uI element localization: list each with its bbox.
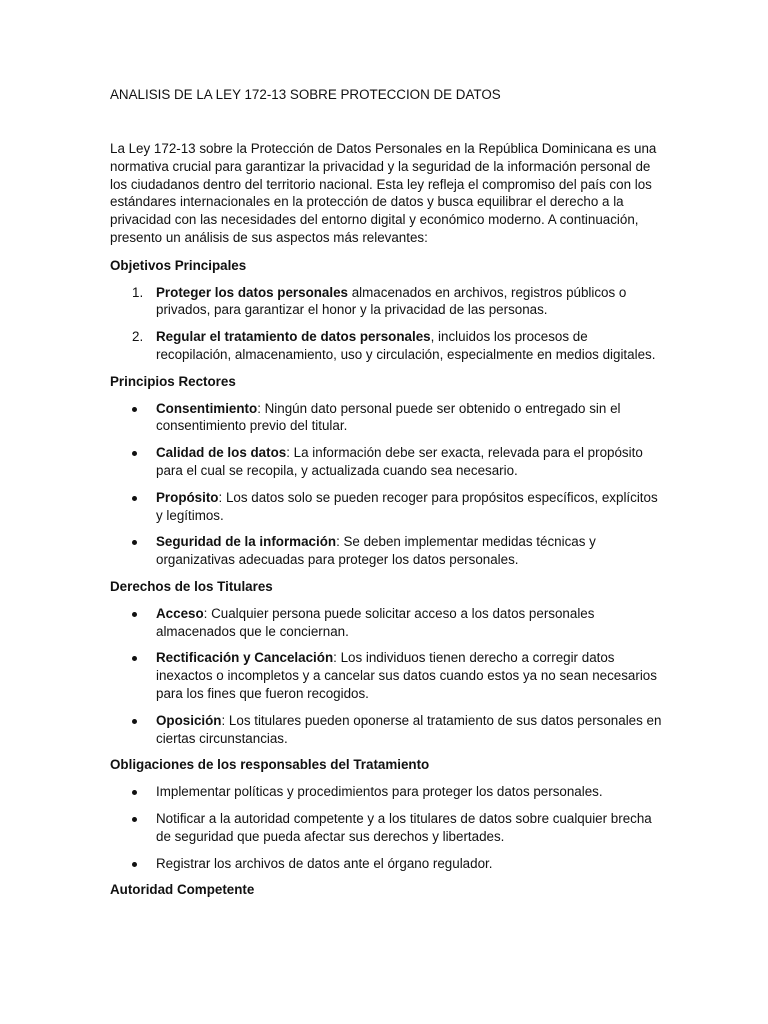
list-item [110,855,662,873]
item-text: : Los individuos tienen derecho a corregir datos inexactos o incompletos y a cancelar sus datos cuando estos ya no sean necesarios para los fines que fueron recogidos. [156,650,657,701]
item-text: , incluidos los procesos de recopilación, almacenamiento, uso y circulación, especialmente en medios digitales. [156,329,656,362]
list-number: 1. [132,284,144,300]
bullet-icon [132,817,137,822]
section-objetivos [110,257,662,364]
numbered-list [110,284,662,364]
list-item [110,649,662,702]
item-text: Registrar los archivos de datos ante el órgano regulador. [156,855,493,871]
bullet-list [110,783,662,872]
section-heading: Principios Rectores [110,373,236,389]
item-term: Acceso [156,605,204,621]
intro-paragraph: La Ley 172-13 sobre la Protección de Datos Personales en la República Dominicana es una normativa crucial para garantizar la privacidad y la seguridad de la información personal de los ciudadanos dentro del territorio nacional. Esta ley refleja el compromiso del país con los estándares internacionales en la protección de datos y busca equilibrar el derecho a la privacidad con las necesidades del entorno digital y económico moderno. A continuación, presento un análisis de sus aspectos más relevantes: [110,141,657,245]
section-heading-autoridad: Autoridad Competente [110,882,255,898]
list-item [110,400,662,436]
section-heading: Obligaciones de los responsables del Tratamiento [110,757,430,773]
list-item [110,533,662,569]
bullet-icon [132,496,137,501]
item-term: Propósito [156,489,219,505]
item-term: Consentimiento [156,400,258,416]
section-heading: Derechos de los Titulares [110,578,273,594]
list-item [110,284,662,320]
item-text: : Se deben implementar medidas técnicas y organizativas adecuadas para proteger los datos personales. [156,534,596,568]
bullet-list [110,605,662,748]
item-text: Notificar a la autoridad competente y a los titulares de datos sobre cualquier brecha de seguridad que pueda afectar sus derechos y libertades. [156,810,652,844]
item-text: almacenados en archivos, registros públicos o privados, para garantizar el honor y la privacidad de las personas. [156,284,627,318]
bullet-icon [132,862,137,867]
list-item [110,489,662,525]
bullet-icon [132,656,137,661]
section-derechos [110,578,662,747]
section-obligaciones [110,756,662,872]
item-text: : Los titulares pueden oponerse al tratamiento de sus datos personales en ciertas circunstancias. [156,712,662,746]
bullet-icon [132,540,137,545]
section-heading: Objetivos Principales [110,257,247,273]
list-item [110,328,662,364]
list-item [110,605,662,641]
item-term: Proteger los datos personales [156,284,348,300]
item-term: Oposición [156,712,222,728]
item-text: : La información debe ser exacta, relevada para el propósito para el cual se recopila, y actualizada cuando sea necesario. [156,445,643,478]
document-title: ANALISIS DE LA LEY 172-13 SOBRE PROTECCION DE DATOS [110,87,501,102]
bullet-list [110,400,662,569]
item-term: Seguridad de la información [156,534,337,550]
item-term: Regular el tratamiento de datos personales [156,329,431,345]
list-item [110,444,662,480]
document-page [110,86,662,908]
bullet-icon [132,719,137,724]
bullet-icon [132,407,137,412]
bullet-icon [132,790,137,795]
list-item [110,712,662,748]
item-text: : Los datos solo se pueden recoger para propósitos específicos, explícitos y legítimos. [156,489,658,523]
item-text: Implementar políticas y procedimientos para proteger los datos personales. [156,784,603,800]
item-text: : Ningún dato personal puede ser obtenido o entregado sin el consentimiento previo del titular. [156,400,621,434]
section-principios [110,373,662,569]
item-text: : Cualquier persona puede solicitar acceso a los datos personales almacenados que le conciernan. [156,605,595,639]
bullet-icon [132,612,137,617]
list-number: 2. [132,329,144,345]
item-term: Calidad de los datos [156,445,287,461]
list-item [110,783,662,801]
item-term: Rectificación y Cancelación [156,650,334,666]
list-item [110,810,662,846]
bullet-icon [132,451,137,456]
